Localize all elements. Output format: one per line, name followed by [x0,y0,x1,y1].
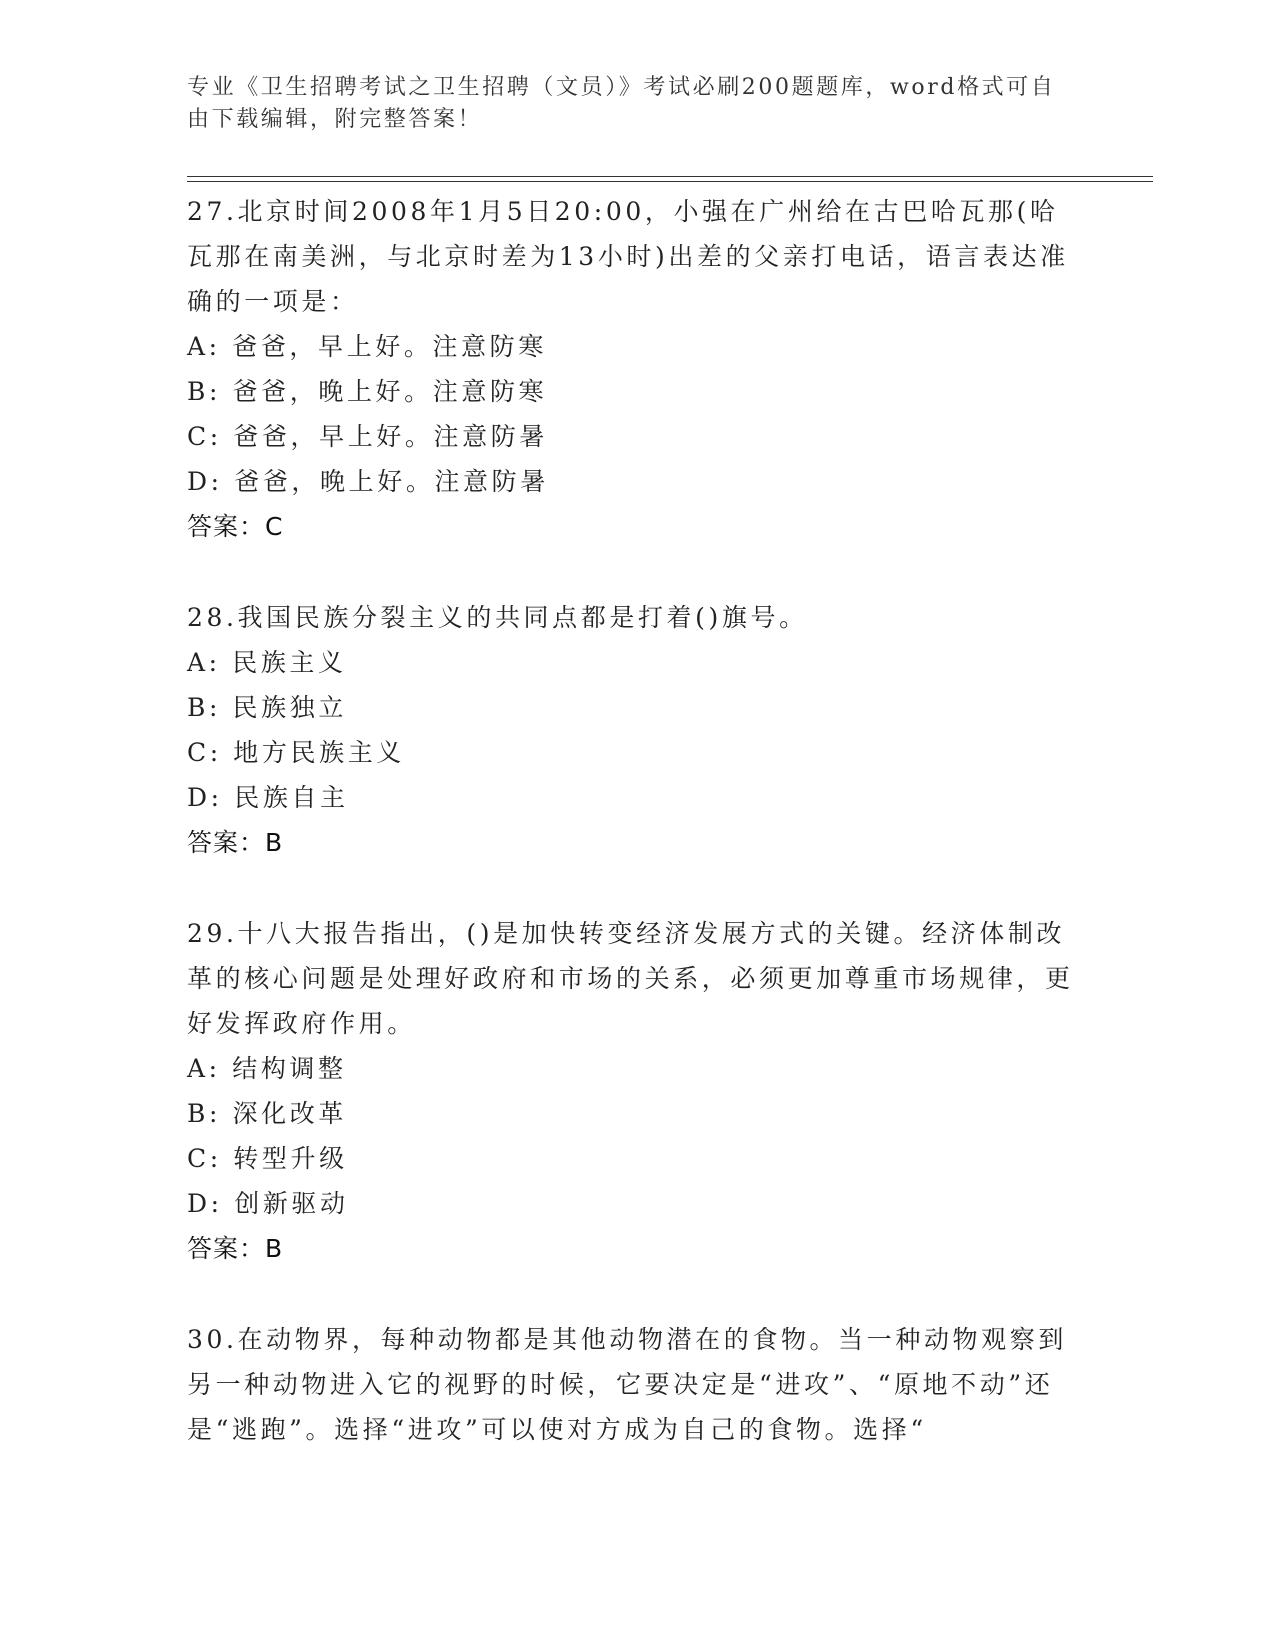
answer: 答案：B [187,828,284,857]
question-29 [187,911,1087,1271]
question-27 [187,189,1087,549]
option-a: A: 爸爸，早上好。注意防寒 [187,332,547,361]
option-b: B: 民族独立 [187,693,347,722]
option-b: B: 深化改革 [187,1099,347,1128]
answer: 答案：C [187,512,284,541]
question-stem: 30.在动物界，每种动物都是其他动物潜在的食物。当一种动物观察到另一种动物进入它的视野的时候，它要决定是“进攻”、“原地不动”还是“逃跑”。选择“进攻”可以使对方成为自己的食物。选择“ [187,1325,1067,1444]
header-divider-top [187,176,1153,177]
option-b: B: 爸爸，晚上好。注意防寒 [187,377,548,406]
option-c: C: 地方民族主义 [187,738,405,767]
option-c: C: 爸爸，早上好。注意防暑 [187,422,548,451]
option-a: A: 结构调整 [187,1054,347,1083]
option-a: A: 民族主义 [187,648,347,677]
header-divider-bottom [187,181,1153,182]
option-d: D: 创新驱动 [187,1189,349,1218]
option-d: D: 爸爸，晚上好。注意防暑 [187,467,549,496]
question-spacer [187,1271,1087,1317]
question-stem: 27.北京时间2008年1月5日20:00，小强在广州给在古巴哈瓦那(哈瓦那在南美洲，与北京时差为13小时)出差的父亲打电话，语言表达准确的一项是： [187,197,1069,316]
question-30 [187,1317,1087,1452]
answer: 答案：B [187,1234,284,1263]
question-spacer [187,549,1087,595]
question-stem: 29.十八大报告指出，()是加快转变经济发展方式的关键。经济体制改革的核心问题是处理好政府和市场的关系，必须更加尊重市场规律，更好发挥政府作用。 [187,919,1074,1038]
question-list [187,189,1087,1452]
question-spacer [187,865,1087,911]
document-header: 专业《卫生招聘考试之卫生招聘（文员）》考试必刷200题题库，word格式可自由下载编辑，附完整答案！ [187,75,1056,132]
question-stem: 28.我国民族分裂主义的共同点都是打着()旗号。 [187,603,808,632]
question-28 [187,595,1087,865]
option-c: C: 转型升级 [187,1144,348,1173]
option-d: D: 民族自主 [187,783,349,812]
